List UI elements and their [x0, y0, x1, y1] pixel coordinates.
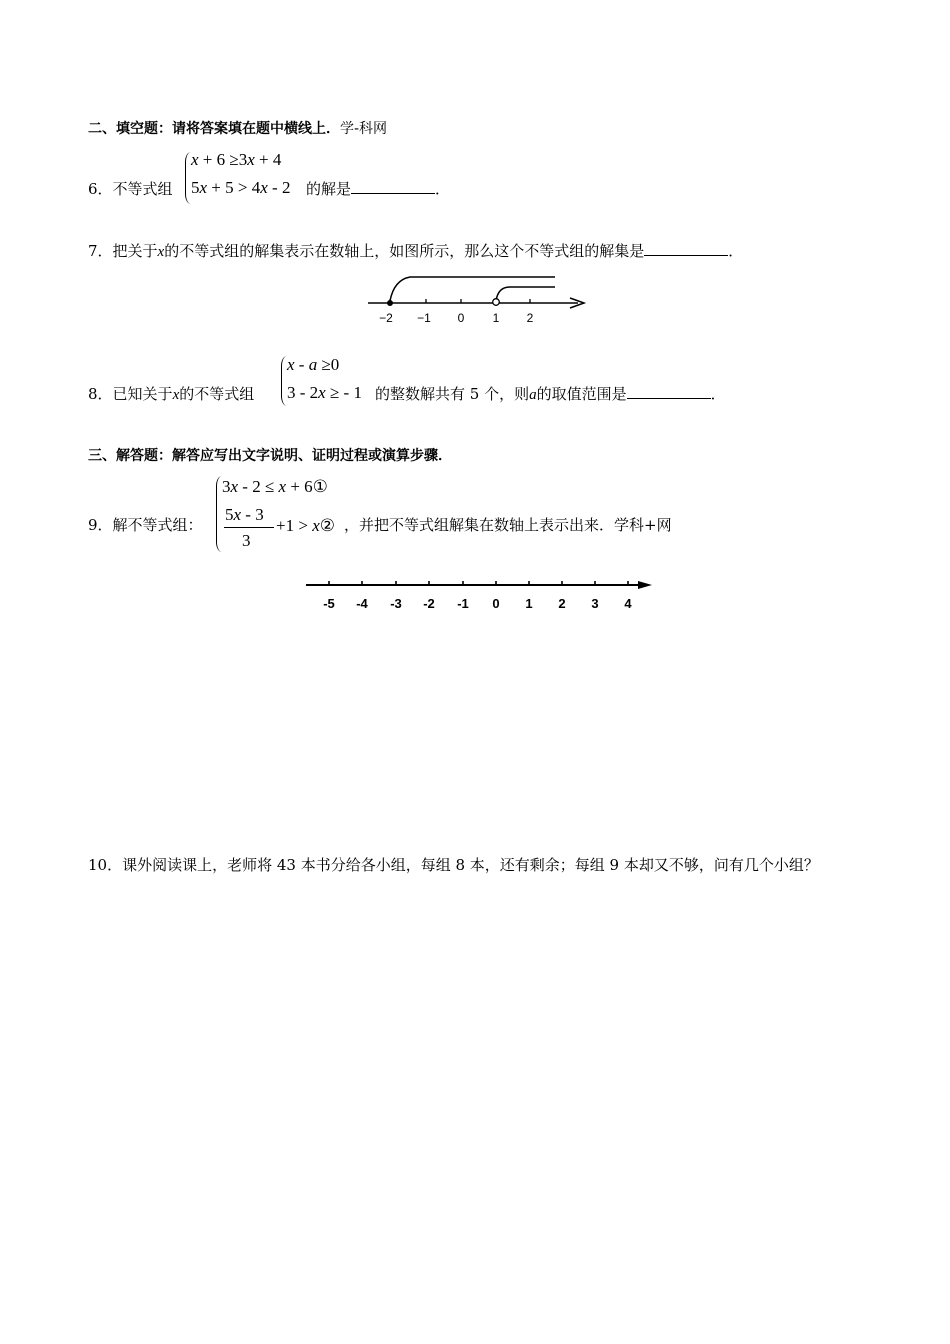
- question-8-prefix: 8．已知关于x的不等式组: [88, 385, 255, 403]
- q7-left-bracket: [390, 277, 555, 301]
- question-6-suffix: 的解是 ．: [306, 180, 451, 198]
- question-7-number-line: [360, 268, 592, 328]
- q9-tick-label: -3: [390, 596, 402, 611]
- question-8-line-2: 3 - 2x ≥ - 1: [287, 383, 362, 402]
- question-9-frac-num: 5x - 3: [225, 505, 264, 524]
- question-6-number: 6．不等式组: [88, 180, 173, 198]
- question-7-text: 7．把关于x的不等式组的解集表示在数轴上，如图所示，那么这个不等式组的解集是 ．: [88, 242, 744, 260]
- q7-tick-label: 1: [492, 311, 500, 325]
- question-9-number-line: [300, 572, 660, 616]
- q9-tick-label: -1: [457, 596, 469, 611]
- section-3-title: 三、解答题：解答应写出文字说明、证明过程或演算步骤．: [88, 448, 452, 464]
- question-9-line-2-rest: +1 > x②: [276, 516, 335, 535]
- answer-blank-8[interactable]: [627, 384, 711, 399]
- q9-tick-label: -5: [323, 596, 335, 611]
- q9-tick-label: -2: [423, 596, 435, 611]
- q7-tick-label: 2: [526, 311, 534, 325]
- q9-tick-label: 2: [558, 596, 566, 611]
- q7-tick-label: 0: [457, 311, 465, 325]
- question-9-line-1: 3x - 2 ≤ x + 6①: [222, 477, 328, 496]
- question-6-line-1: x + 6 ≥3x + 4: [191, 150, 282, 169]
- watermark-text: 学-科网: [340, 121, 388, 137]
- question-8-suffix: 的整数解共有 5 个，则a的取值范围是 ．: [375, 385, 726, 403]
- question-8-line-1: x - a ≥0: [287, 355, 340, 374]
- question-9-suffix: ，并把不等式组解集在数轴上表示出来．学科+网: [344, 516, 672, 534]
- q7-open-point: [493, 299, 500, 306]
- q9-tick-label: 1: [525, 596, 533, 611]
- answer-blank-6[interactable]: [351, 179, 435, 194]
- q7-tick-label: −2: [379, 311, 393, 325]
- question-9-prefix: 9．解不等式组：: [88, 516, 203, 534]
- q7-closed-point: [387, 300, 393, 306]
- question-10-text: 10．课外阅读课上，老师将 43 本书分给各小组，每组 8 本，还有剩余；每组 9 本却又不够，问有几个小组？: [88, 856, 819, 874]
- answer-blank-7[interactable]: [644, 241, 728, 256]
- q7-tick-label: −1: [417, 311, 431, 325]
- section-2-title: 二、填空题：请将答案填在题中横线上．学-科网: [88, 121, 388, 137]
- question-6-line-2: 5x + 5 > 4x - 2: [191, 178, 291, 197]
- question-9-frac-bar: [224, 527, 274, 528]
- q9-tick-label: 0: [492, 596, 500, 611]
- q9-tick-label: 3: [591, 596, 599, 611]
- q9-tick-label: -4: [356, 596, 368, 611]
- q9-tick-label: 4: [624, 596, 632, 611]
- question-9-frac-den: 3: [242, 531, 251, 550]
- q7-right-bracket: [496, 287, 555, 301]
- q9-axis-arrow: [638, 581, 652, 589]
